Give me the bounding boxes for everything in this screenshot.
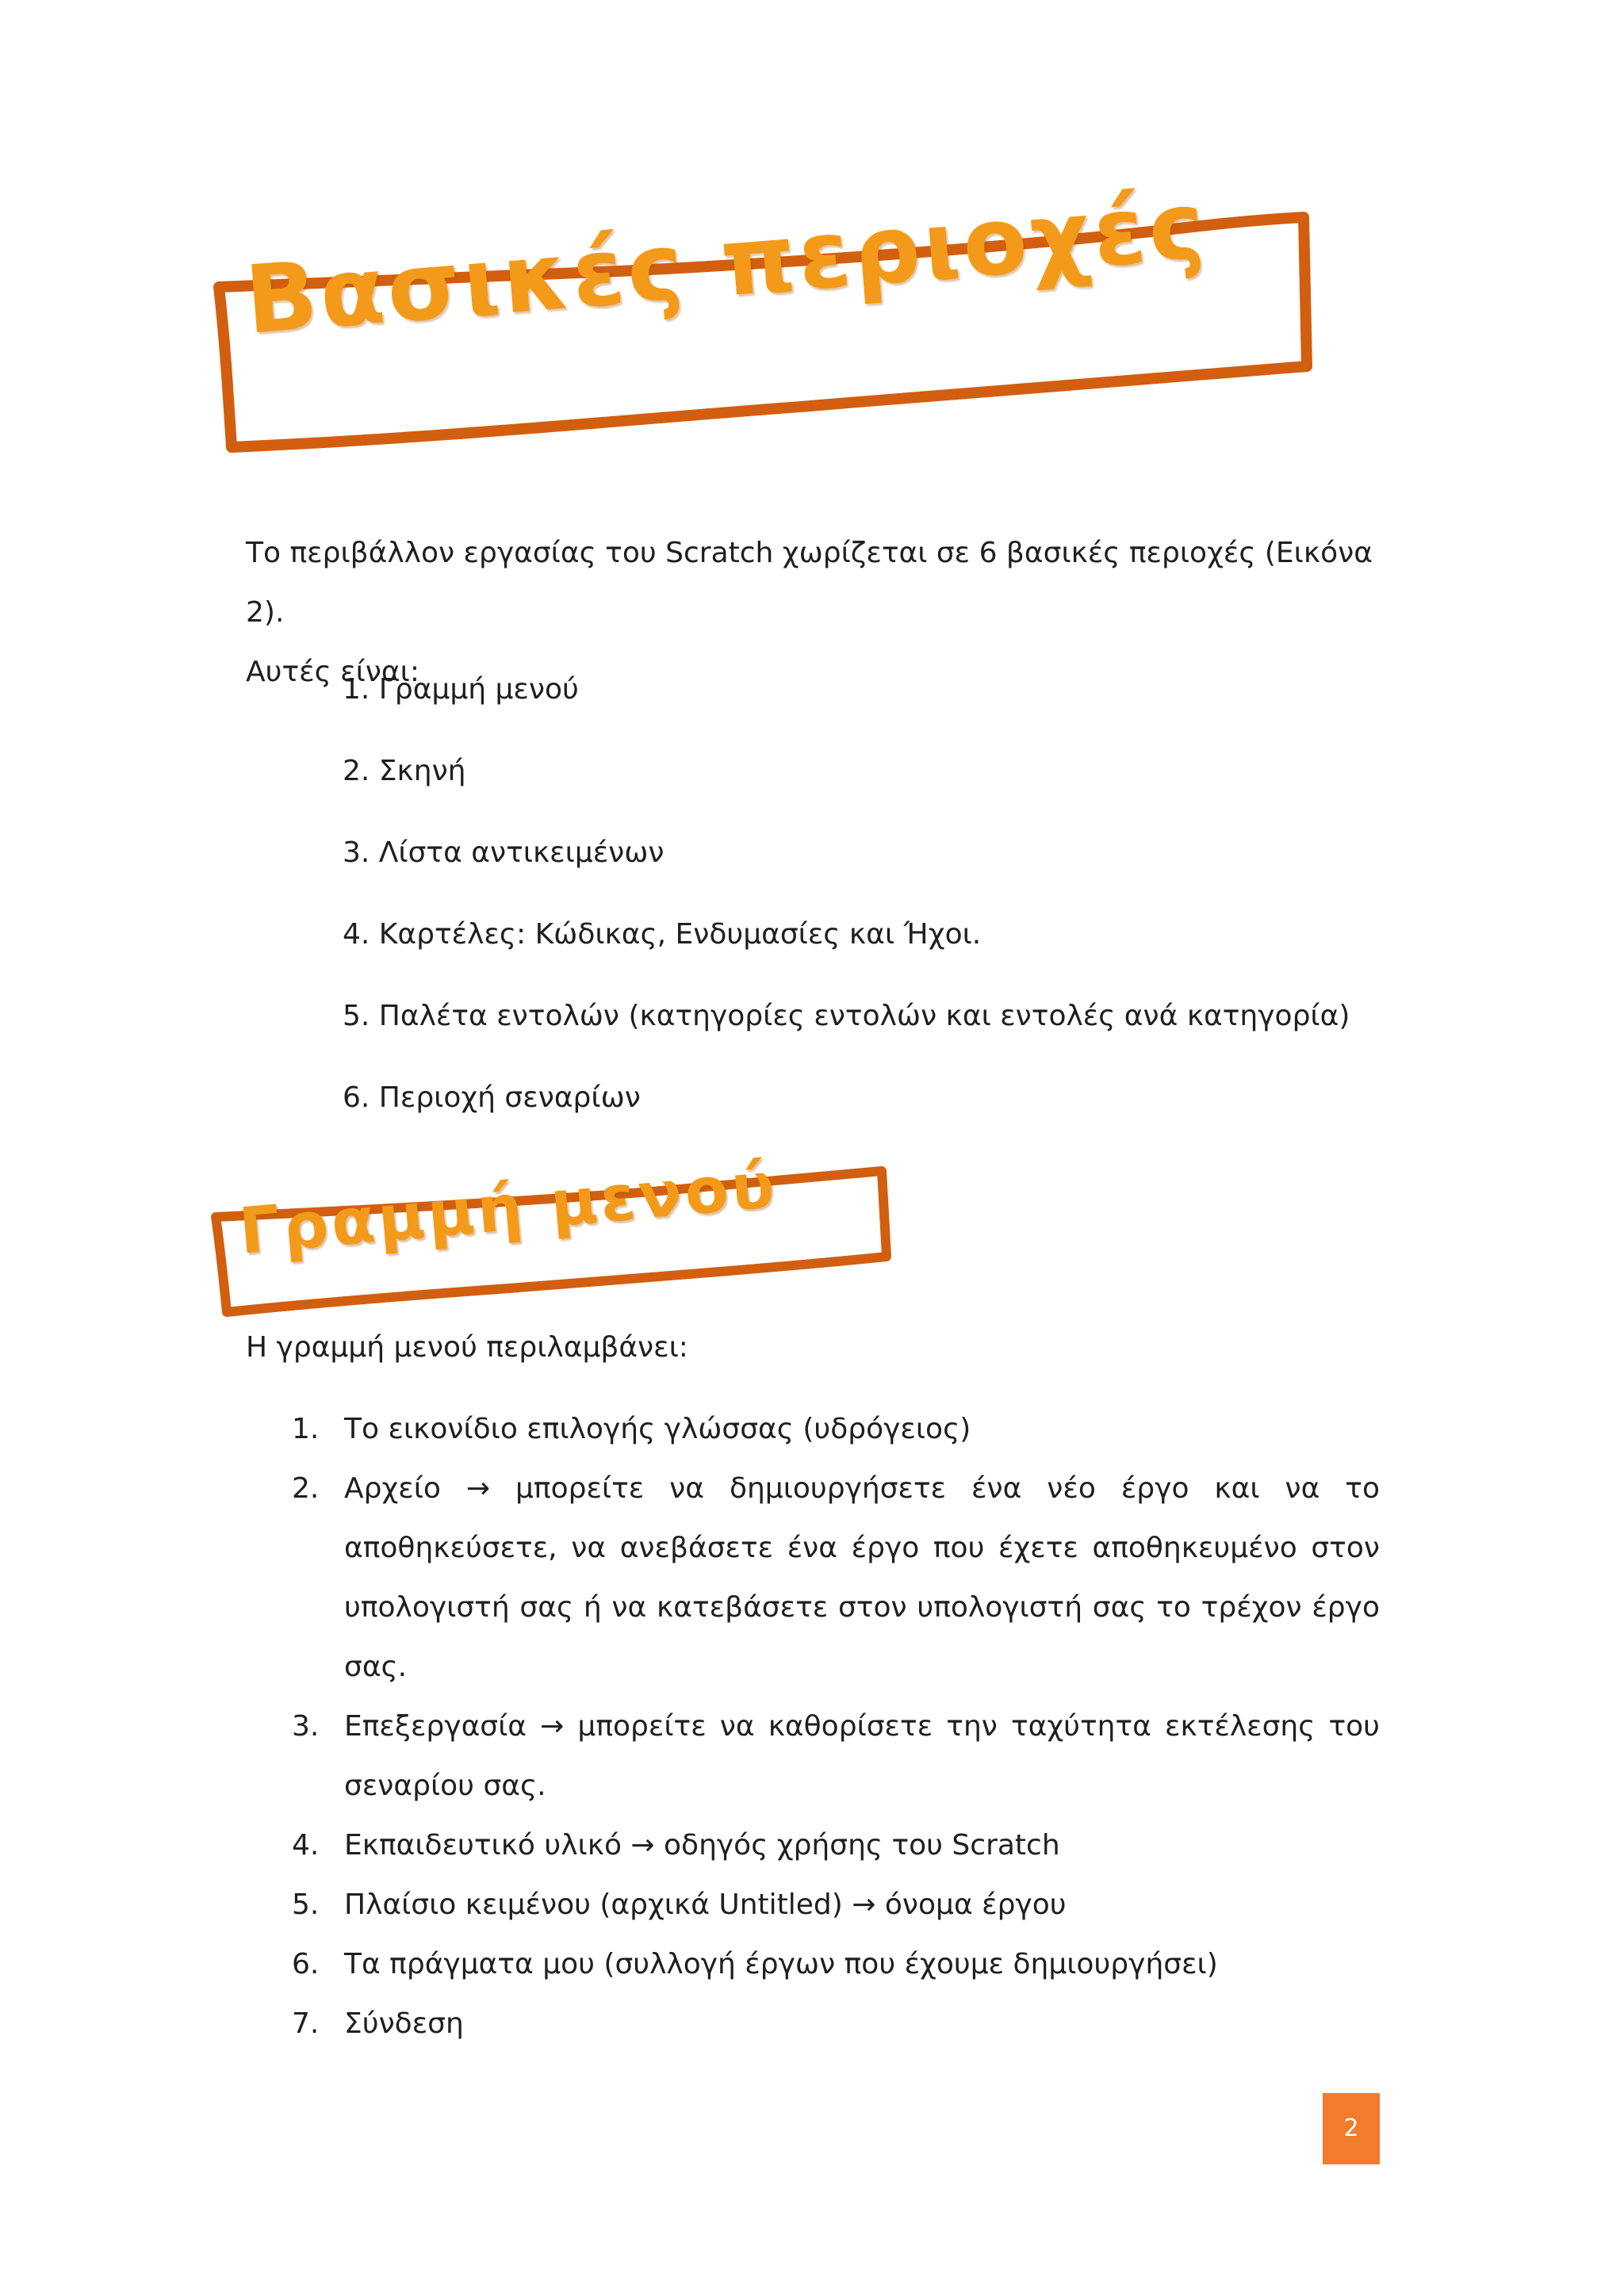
main-areas-list [343, 666, 1350, 1156]
list-number: 2. [292, 1472, 320, 1505]
list-number: 6. [292, 1948, 320, 1980]
list-item: 1. Γραμμή μενού [343, 673, 579, 706]
list-number: 7. [292, 2007, 320, 2040]
list-text: Εκπαιδευτικό υλικό → οδηγός χρήσης του Scratch [344, 1829, 1060, 1862]
menu-items-list [292, 1399, 1380, 2053]
list-item [292, 1875, 1380, 1934]
list-text: Τα πράγματα μου (συλλογή έργων που έχουμε δημιουργήσει) [344, 1948, 1218, 1980]
menu-intro-paragraph: Η γραμμή μενού περιλαμβάνει: [246, 1331, 688, 1364]
list-item: 6. Περιοχή σεναρίων [343, 1081, 641, 1114]
list-item: 3. Λίστα αντικειμένων [343, 836, 665, 869]
list-text: Πλαίσιο κειμένου (αρχικά Untitled) → όνομα έργου [344, 1888, 1067, 1921]
list-item: 2. Σκηνή [343, 755, 466, 787]
list-number: 4. [292, 1829, 320, 1862]
list-number: 5. [292, 1888, 320, 1921]
list-item [292, 1697, 1380, 1816]
menu-bar-heading [208, 1147, 898, 1320]
list-text: Αρχείο → μπορείτε να δημιουργήσετε ένα νέο έργο και να το αποθηκεύσετε, να ανεβάσετε ένα έργο που έχετε αποθηκευμένο στον υπολογιστή σας ή να κατεβάσετε στον υπολογιστή σας το τρέχον έργο σας. [344, 1472, 1380, 1683]
list-item: 5. Παλέτα εντολών (κατηγορίες εντολών και εντολές ανά κατηγορία) [343, 1000, 1350, 1032]
page-number-badge: 2 [1323, 2093, 1380, 2164]
list-number: 1. [292, 1413, 320, 1445]
list-item [292, 1399, 1380, 1459]
list-item: 4. Καρτέλες: Κώδικας, Ενδυμασίες και Ήχοι. [343, 918, 982, 951]
intro-line-2: Αυτές είναι: [246, 656, 419, 688]
main-areas-heading [208, 170, 1326, 461]
intro-line-1: Το περιβάλλον εργασίας του Scratch χωρίζεται σε 6 βασικές περιοχές (Εικόνα 2). [246, 537, 1373, 629]
menu-bar-heading-text: Γραμμή μενού [236, 1147, 781, 1269]
list-item [292, 1934, 1380, 1994]
list-text: Το εικονίδιο επιλογής γλώσσας (υδρόγειος) [344, 1413, 971, 1445]
list-text: Επεξεργασία → μπορείτε να καθορίσετε την ταχύτητα εκτέλεσης του σεναρίου σας. [344, 1710, 1380, 1802]
list-item [292, 1816, 1380, 1875]
main-areas-heading-text: Βασικές περιοχές [241, 170, 1212, 355]
list-text: Σύνδεση [344, 2007, 464, 2040]
list-number: 3. [292, 1710, 320, 1743]
list-item [292, 1994, 1380, 2053]
list-item [292, 1459, 1380, 1697]
